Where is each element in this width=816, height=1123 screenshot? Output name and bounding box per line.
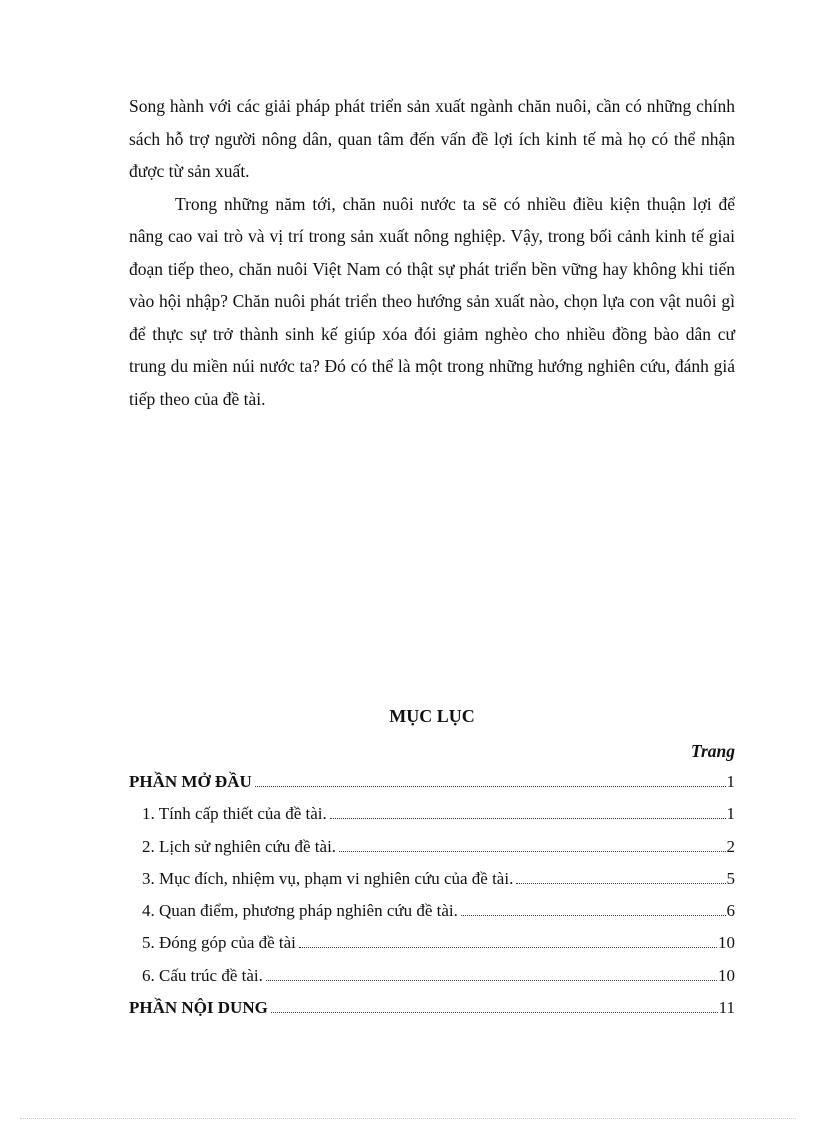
toc-leader-dots <box>516 883 725 884</box>
page-bottom-divider <box>20 1118 796 1119</box>
toc-leader-dots <box>299 947 717 948</box>
toc-title: MỤC LỤC <box>389 706 475 726</box>
toc-entry-label: PHẦN NỘI DUNG <box>129 998 268 1018</box>
toc-entry-page: 5 <box>726 868 735 888</box>
paragraph-1: Song hành với các giải pháp phát triển sản xuất ngành chăn nuôi, cần có những chính sách hỗ trợ người nông dân, quan tâm đến vấn đề lợi ích kinh tế mà họ có thể nhận được từ sản xuất. <box>129 96 735 181</box>
toc-entry-page: 1 <box>726 804 735 824</box>
toc-entry-page: 2 <box>726 836 735 856</box>
toc-entry-label: 1. Tính cấp thiết của đề tài. <box>142 804 327 824</box>
toc-entry-label: 4. Quan điểm, phương pháp nghiên cứu đề tài. <box>142 901 458 921</box>
toc-leader-dots <box>255 786 726 787</box>
toc-entry-label: 5. Đóng góp của đề tài <box>142 933 296 953</box>
toc-entry-label: PHẦN MỞ ĐẦU <box>129 772 252 791</box>
toc-entry-page: 10 <box>718 933 735 953</box>
toc-leader-dots <box>266 980 717 981</box>
toc-leader-dots <box>330 818 726 819</box>
toc-entry[interactable] <box>129 837 735 869</box>
table-of-contents <box>129 772 735 1030</box>
toc-leader-dots <box>339 851 725 852</box>
toc-leader-dots <box>461 915 726 916</box>
toc-entry[interactable] <box>129 804 735 836</box>
toc-entry[interactable] <box>129 901 735 933</box>
toc-entry[interactable] <box>129 869 735 901</box>
toc-entry-label: 2. Lịch sử nghiên cứu đề tài. <box>142 836 337 856</box>
toc-entry-page: 10 <box>718 965 735 985</box>
toc-entry-page: 6 <box>726 901 735 921</box>
toc-entry[interactable] <box>129 998 735 1030</box>
toc-entry-page: 1 <box>726 772 735 791</box>
toc-entry[interactable] <box>129 966 735 998</box>
toc-entry[interactable] <box>129 772 735 804</box>
toc-entry-label: 3. Mục đích, nhiệm vụ, phạm vi nghiên cứu của đề tài. <box>142 868 514 888</box>
body-text <box>129 90 735 415</box>
toc-leader-dots <box>271 1012 718 1013</box>
toc-page-column-label: Trang <box>690 741 735 761</box>
toc-entry-page: 11 <box>718 998 735 1018</box>
toc-entry-label: 6. Cấu trúc đề tài. <box>142 965 263 985</box>
toc-entry[interactable] <box>129 933 735 965</box>
paragraph-2: Trong những năm tới, chăn nuôi nước ta sẽ có nhiều điều kiện thuận lợi để nâng cao vai trò và vị trí trong sản xuất nông nghiệp. Vậy, trong bối cảnh kinh tế giai đoạn tiếp theo, chăn nuôi Việt Nam có thật sự phát triển bền vững hay không khi tiến vào hội nhập? Chăn nuôi phát triển theo hướng sản xuất nào, chọn lựa con vật nuôi gì để thực sự trở thành sinh kế giúp xóa đói giảm nghèo cho nhiều đồng bào dân cư trung du miền núi nước ta? Đó có thể là một trong những hướng nghiên cứu, đánh giá tiếp theo của đề tài. <box>129 193 735 409</box>
